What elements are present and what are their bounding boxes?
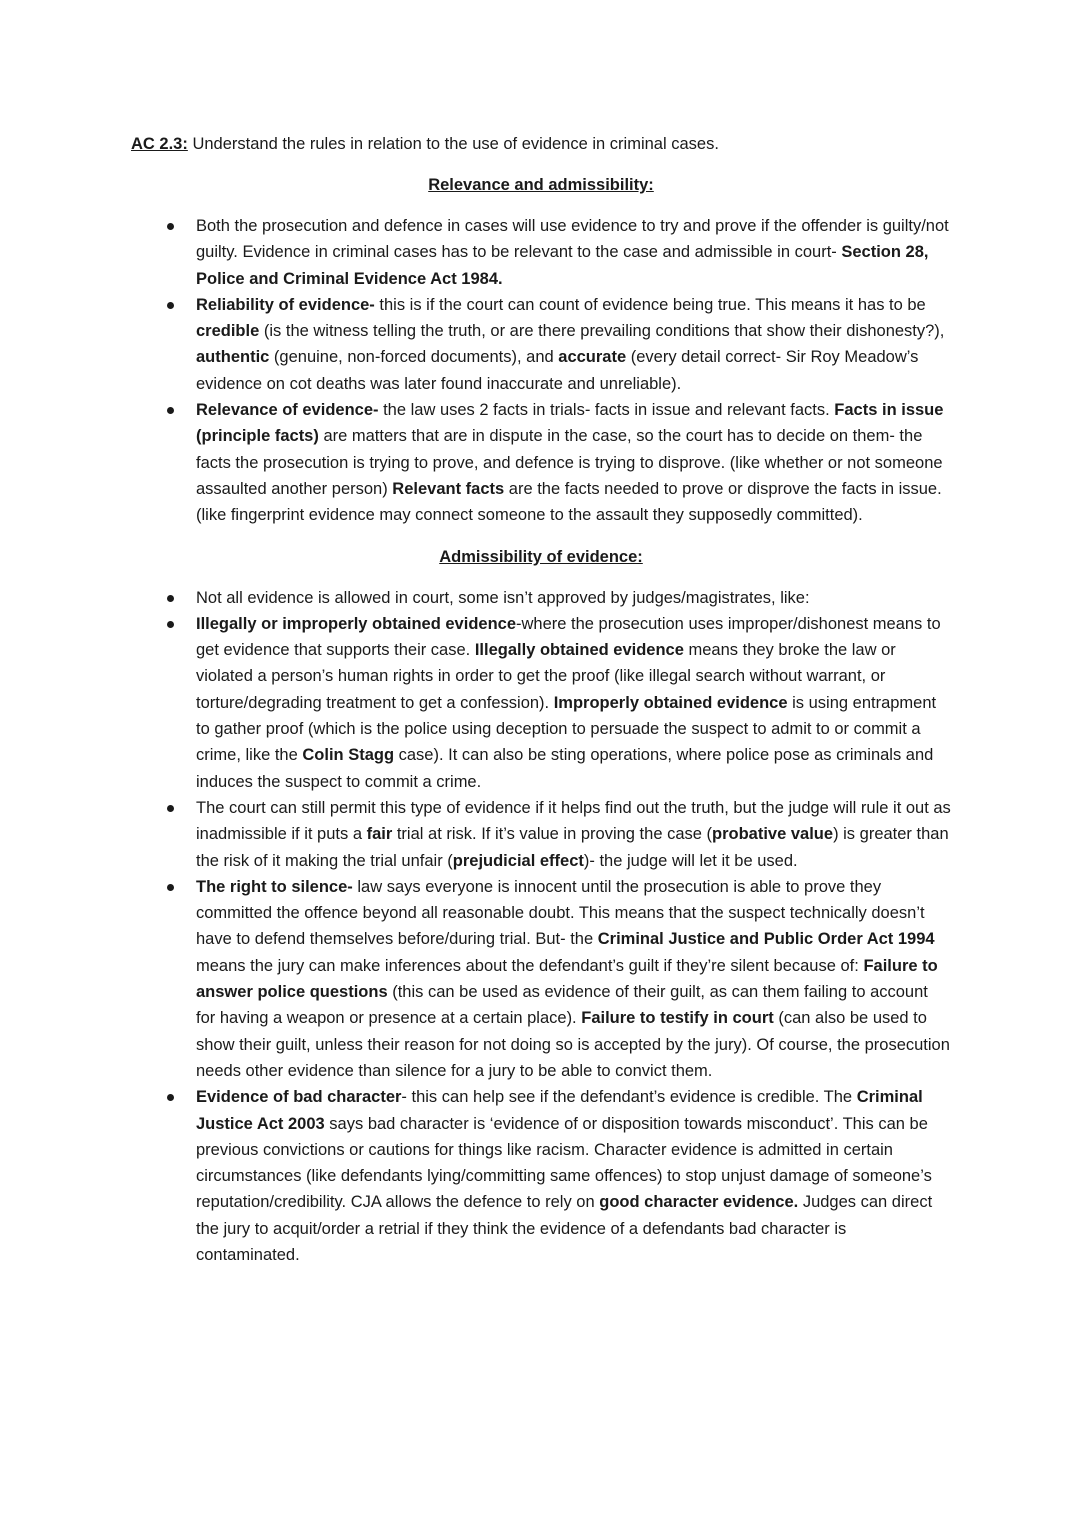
bullet-icon (167, 884, 174, 891)
list-item: The right to silence- law says everyone is innocent until the prosecution is able to prove they committed the offence beyond all reasonable doubt. This means that the suspect technically doesn’t have to defend themselves before/during trial. But- the Criminal Justice and Public Order Act 1994 means the jury can make inferences about the defendant’s guilt if they’re silent because of: Failure to answer police questions (this can be used as evidence of their guilt, as can them failing to account for having a weapon or presence at a certain place). Failure to testify in court (can also be used to show their guilt, unless their reason for not doing so is accepted by the jury). Of course, the prosecution needs other evidence than silence for a jury to be able to convict them. (131, 874, 951, 1084)
relevance-list (131, 213, 951, 529)
list-item: Both the prosecution and defence in cases will use evidence to try and prove if the offender is guilty/not guilty. Evidence in criminal cases has to be relevant to the case and admissible in court- Section 28, Police and Criminal Evidence Act 1984. (131, 213, 951, 292)
document-page (131, 131, 951, 1283)
bullet-icon (167, 302, 174, 309)
list-item: Not all evidence is allowed in court, some isn’t approved by judges/magistrates, like: (131, 585, 951, 611)
section-title-relevance: Relevance and admissibility: (428, 176, 654, 194)
criterion-code: AC 2.3: (131, 135, 188, 153)
bullet-icon (167, 407, 174, 414)
list-item: Evidence of bad character- this can help see if the defendant’s evidence is credible. The Criminal Justice Act 2003 says bad character is ‘evidence of or disposition towards misconduct’. This can be previous convictions or cautions for things like racism. Character evidence is admitted in certain circumstances (like defendants lying/committing same offences) to stop unjust damage of someone’s reputation/credibility. CJA allows the defence to rely on good character evidence. Judges can direct the jury to acquit/order a retrial if they think the evidence of a defendants bad character is contaminated. (131, 1084, 951, 1268)
list-item: Relevance of evidence- the law uses 2 facts in trials- facts in issue and relevant facts. Facts in issue (principle facts) are matters that are in dispute in the case, so the court has to decide on them- the facts the prosecution is trying to prove, and defence is trying to disprove. (like whether or not someone assaulted another person) Relevant facts are the facts needed to prove or disprove the facts in issue. (like fingerprint evidence may connect someone to the assault they supposedly committed). (131, 397, 951, 528)
list-item: The court can still permit this type of evidence if it helps find out the truth, but the judge will rule it out as inadmissible if it puts a fair trial at risk. If it’s value in proving the case (probative value) is greater than the risk of it making the trial unfair (prejudicial effect)- the judge will let it be used. (131, 795, 951, 874)
list-item: Illegally or improperly obtained evidence-where the prosecution uses improper/dishonest means to get evidence that supports their case. Illegally obtained evidence means they broke the law or violated a person’s human rights in order to get the proof (like illegal search without warrant, or torture/degrading treatment to get a confession). Improperly obtained evidence is using entrapment to gather proof (which is the police using deception to persuade the suspect to admit to or commit a crime, like the Colin Stagg case). It can also be sting operations, where police pose as criminals and induces the suspect to commit a crime. (131, 611, 951, 795)
bullet-icon (167, 621, 174, 628)
bullet-icon (167, 805, 174, 812)
bullet-icon (167, 1094, 174, 1101)
admissibility-list (131, 585, 951, 1269)
section-title-admissibility: Admissibility of evidence: (439, 547, 643, 566)
list-item: Reliability of evidence- this is if the court can count of evidence being true. This means it has to be credible (is the witness telling the truth, or are there prevailing conditions that show their dishonesty?), authentic (genuine, non-forced documents), and accurate (every detail correct- Sir Roy Meadow’s evidence on cot deaths was later found inaccurate and unreliable). (131, 292, 951, 397)
bullet-icon (167, 223, 174, 230)
criterion-text: Understand the rules in relation to the use of evidence in criminal cases. (187, 135, 719, 153)
bullet-icon (167, 595, 174, 602)
assessment-criterion-heading (131, 131, 951, 157)
